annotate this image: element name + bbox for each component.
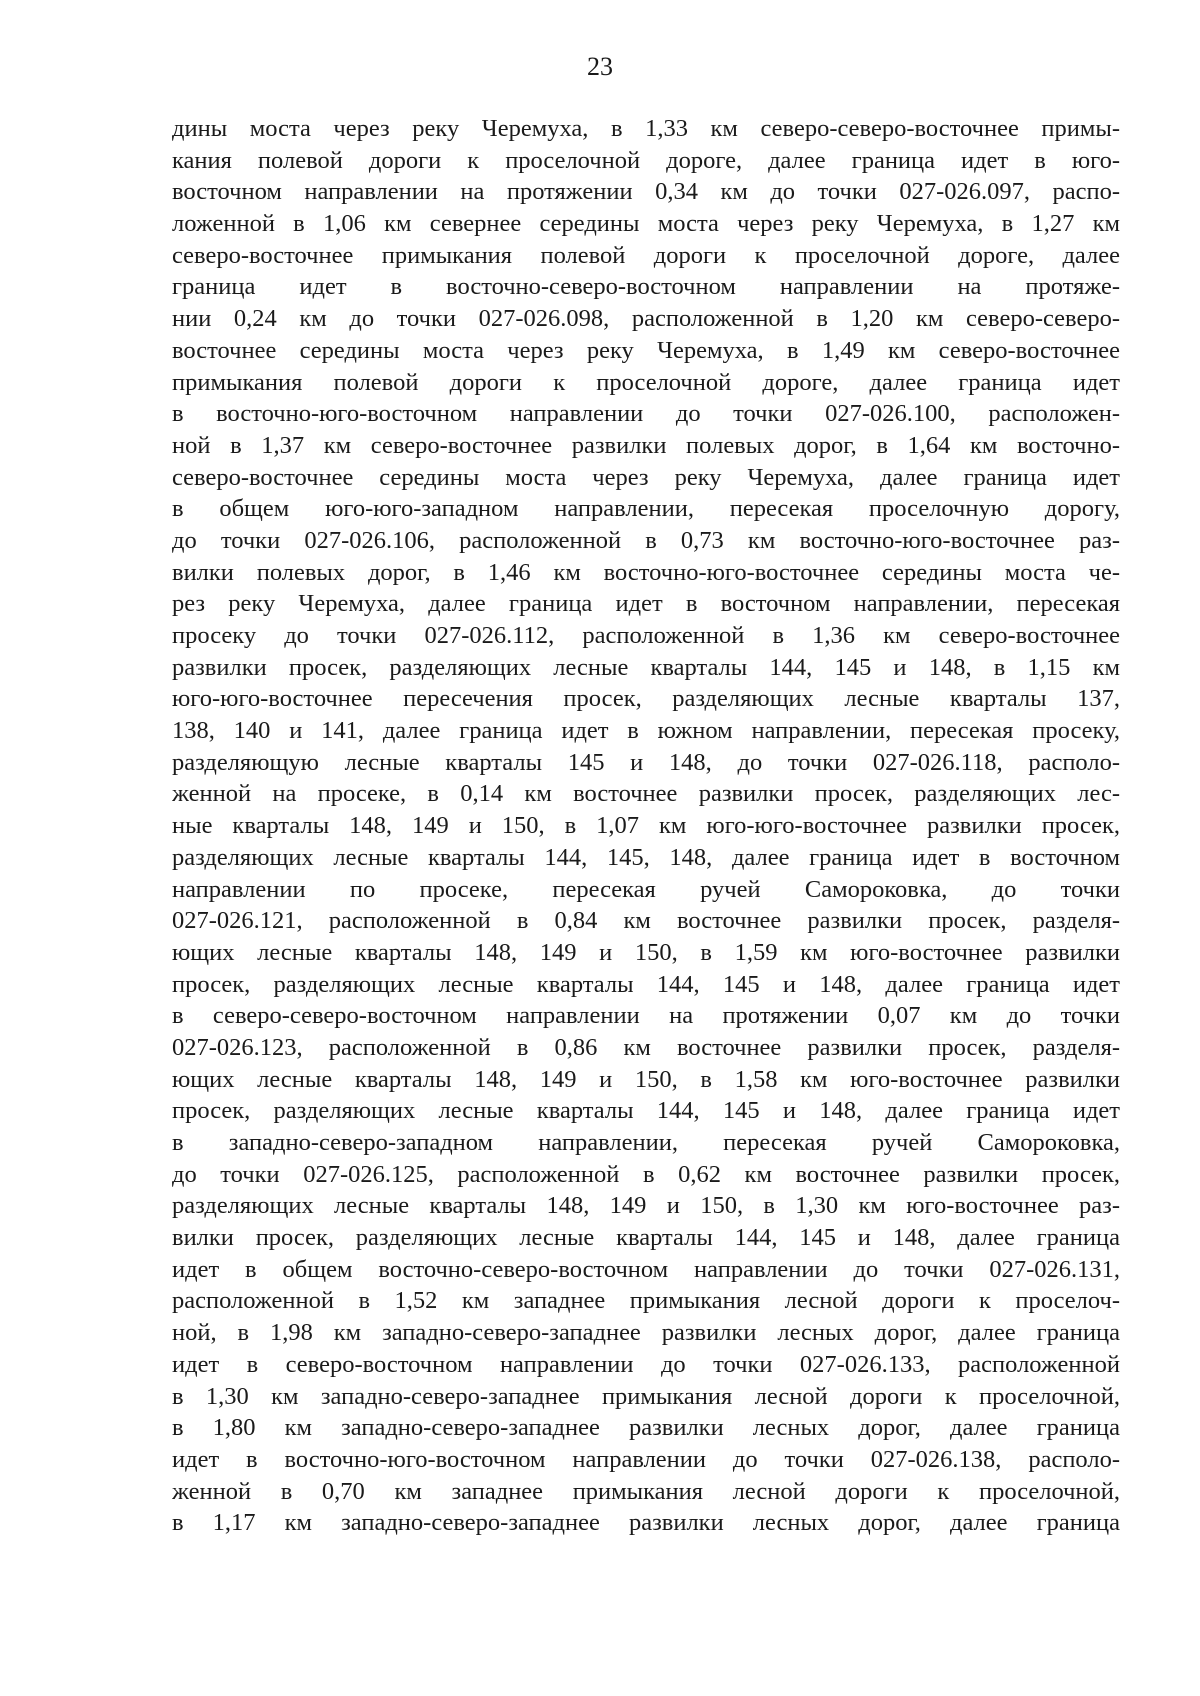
text-line: просек, разделяющих лесные кварталы 144, 145 и 148, далее граница идет: [172, 970, 1120, 998]
text-line: до точки 027-026.106, расположенной в 0,73 км восточно-юго-восточнее раз-: [172, 526, 1120, 554]
text-line: разделяющих лесные кварталы 148, 149 и 150, в 1,30 км юго-восточнее раз-: [172, 1192, 1120, 1220]
text-line: в общем юго-юго-западном направлении, пересекая проселочную дорогу,: [172, 495, 1120, 523]
text-line: 138, 140 и 141, далее граница идет в южном направлении, пересекая просеку,: [172, 717, 1120, 745]
text-line: граница идет в восточно-северо-восточном направлении на протяже-: [172, 273, 1120, 301]
text-line: в 1,80 км западно-северо-западнее развилки лесных дорог, далее граница: [172, 1414, 1120, 1442]
text-line: в 1,30 км западно-северо-западнее примыкания лесной дороги к проселочной,: [172, 1382, 1120, 1410]
text-line: ной в 1,37 км северо-восточнее развилки полевых дорог, в 1,64 км восточно-: [172, 431, 1120, 459]
text-line: ющих лесные кварталы 148, 149 и 150, в 1,58 км юго-восточнее развилки: [172, 1065, 1120, 1093]
text-line: дины моста через реку Черемуха, в 1,33 км северо-северо-восточнее примы-: [172, 115, 1120, 142]
text-line: развилки просек, разделяющих лесные кварталы 144, 145 и 148, в 1,15 км: [172, 653, 1120, 681]
text-line: вилки полевых дорог, в 1,46 км восточно-юго-восточнее середины моста че-: [172, 558, 1120, 586]
text-line: юго-юго-восточнее пересечения просек, разделяющих лесные кварталы 137,: [172, 685, 1120, 713]
text-line: восточном направлении на протяжении 0,34 км до точки 027-026.097, распо-: [172, 178, 1120, 206]
text-line: северо-восточнее примыкания полевой дороги к проселочной дороге, далее: [172, 241, 1120, 269]
text-line: восточнее середины моста через реку Черемуха, в 1,49 км северо-восточнее: [172, 336, 1120, 364]
text-line: просек, разделяющих лесные кварталы 144, 145 и 148, далее граница идет: [172, 1097, 1120, 1125]
text-line: примыкания полевой дороги к проселочной дороге, далее граница идет: [172, 368, 1120, 396]
text-line: 027-026.123, расположенной в 0,86 км восточнее развилки просек, разделя-: [172, 1033, 1120, 1061]
body-text: [172, 113, 1120, 1539]
text-line: кания полевой дороги к проселочной дороге, далее граница идет в юго-: [172, 146, 1120, 174]
text-line: просеку до точки 027-026.112, расположенной в 1,36 км северо-восточнее: [172, 622, 1120, 649]
text-line: ные кварталы 148, 149 и 150, в 1,07 км юго-юго-восточнее развилки просек,: [172, 812, 1120, 840]
text-line: направлении по просеке, пересекая ручей Самороковка, до точки: [172, 875, 1120, 903]
text-line: идет в восточно-юго-восточном направлении до точки 027-026.138, располо-: [172, 1445, 1120, 1473]
text-line: расположенной в 1,52 км западнее примыкания лесной дороги к проселоч-: [172, 1287, 1120, 1315]
text-line: ложенной в 1,06 км севернее середины моста через реку Черемуха, в 1,27 км: [172, 210, 1120, 238]
text-line: рез реку Черемуха, далее граница идет в восточном направлении, пересекая: [172, 590, 1120, 618]
text-line: женной на просеке, в 0,14 км восточнее развилки просек, разделяющих лес-: [172, 780, 1120, 808]
text-line: вилки просек, разделяющих лесные кварталы 144, 145 и 148, далее граница: [172, 1224, 1120, 1252]
text-line: северо-восточнее середины моста через реку Черемуха, далее граница идет: [172, 463, 1120, 491]
text-line: разделяющих лесные кварталы 144, 145, 148, далее граница идет в восточном: [172, 843, 1120, 871]
text-line: идет в общем восточно-северо-восточном направлении до точки 027-026.131,: [172, 1255, 1120, 1283]
text-line: в восточно-юго-восточном направлении до точки 027-026.100, расположен-: [172, 400, 1120, 428]
page-number: 23: [587, 52, 613, 81]
text-line: разделяющую лесные кварталы 145 и 148, до точки 027-026.118, располо-: [172, 748, 1120, 776]
text-line: идет в северо-восточном направлении до точки 027-026.133, расположенной: [172, 1350, 1120, 1378]
text-line: ющих лесные кварталы 148, 149 и 150, в 1,59 км юго-восточнее развилки: [172, 938, 1120, 966]
text-line: в северо-северо-восточном направлении на протяжении 0,07 км до точки: [172, 1002, 1120, 1030]
text-line: нии 0,24 км до точки 027-026.098, расположенной в 1,20 км северо-северо-: [172, 305, 1120, 333]
text-line: ной, в 1,98 км западно-северо-западнее развилки лесных дорог, далее граница: [172, 1319, 1120, 1347]
text-line: 027-026.121, расположенной в 0,84 км восточнее развилки просек, разделя-: [172, 907, 1120, 935]
text-line: в 1,17 км западно-северо-западнее развилки лесных дорог, далее граница: [172, 1509, 1120, 1537]
text-line: до точки 027-026.125, расположенной в 0,62 км восточнее развилки просек,: [172, 1160, 1120, 1188]
text-line: женной в 0,70 км западнее примыкания лесной дороги к проселочной,: [172, 1477, 1120, 1505]
text-line: в западно-северо-западном направлении, пересекая ручей Самороковка,: [172, 1129, 1120, 1156]
